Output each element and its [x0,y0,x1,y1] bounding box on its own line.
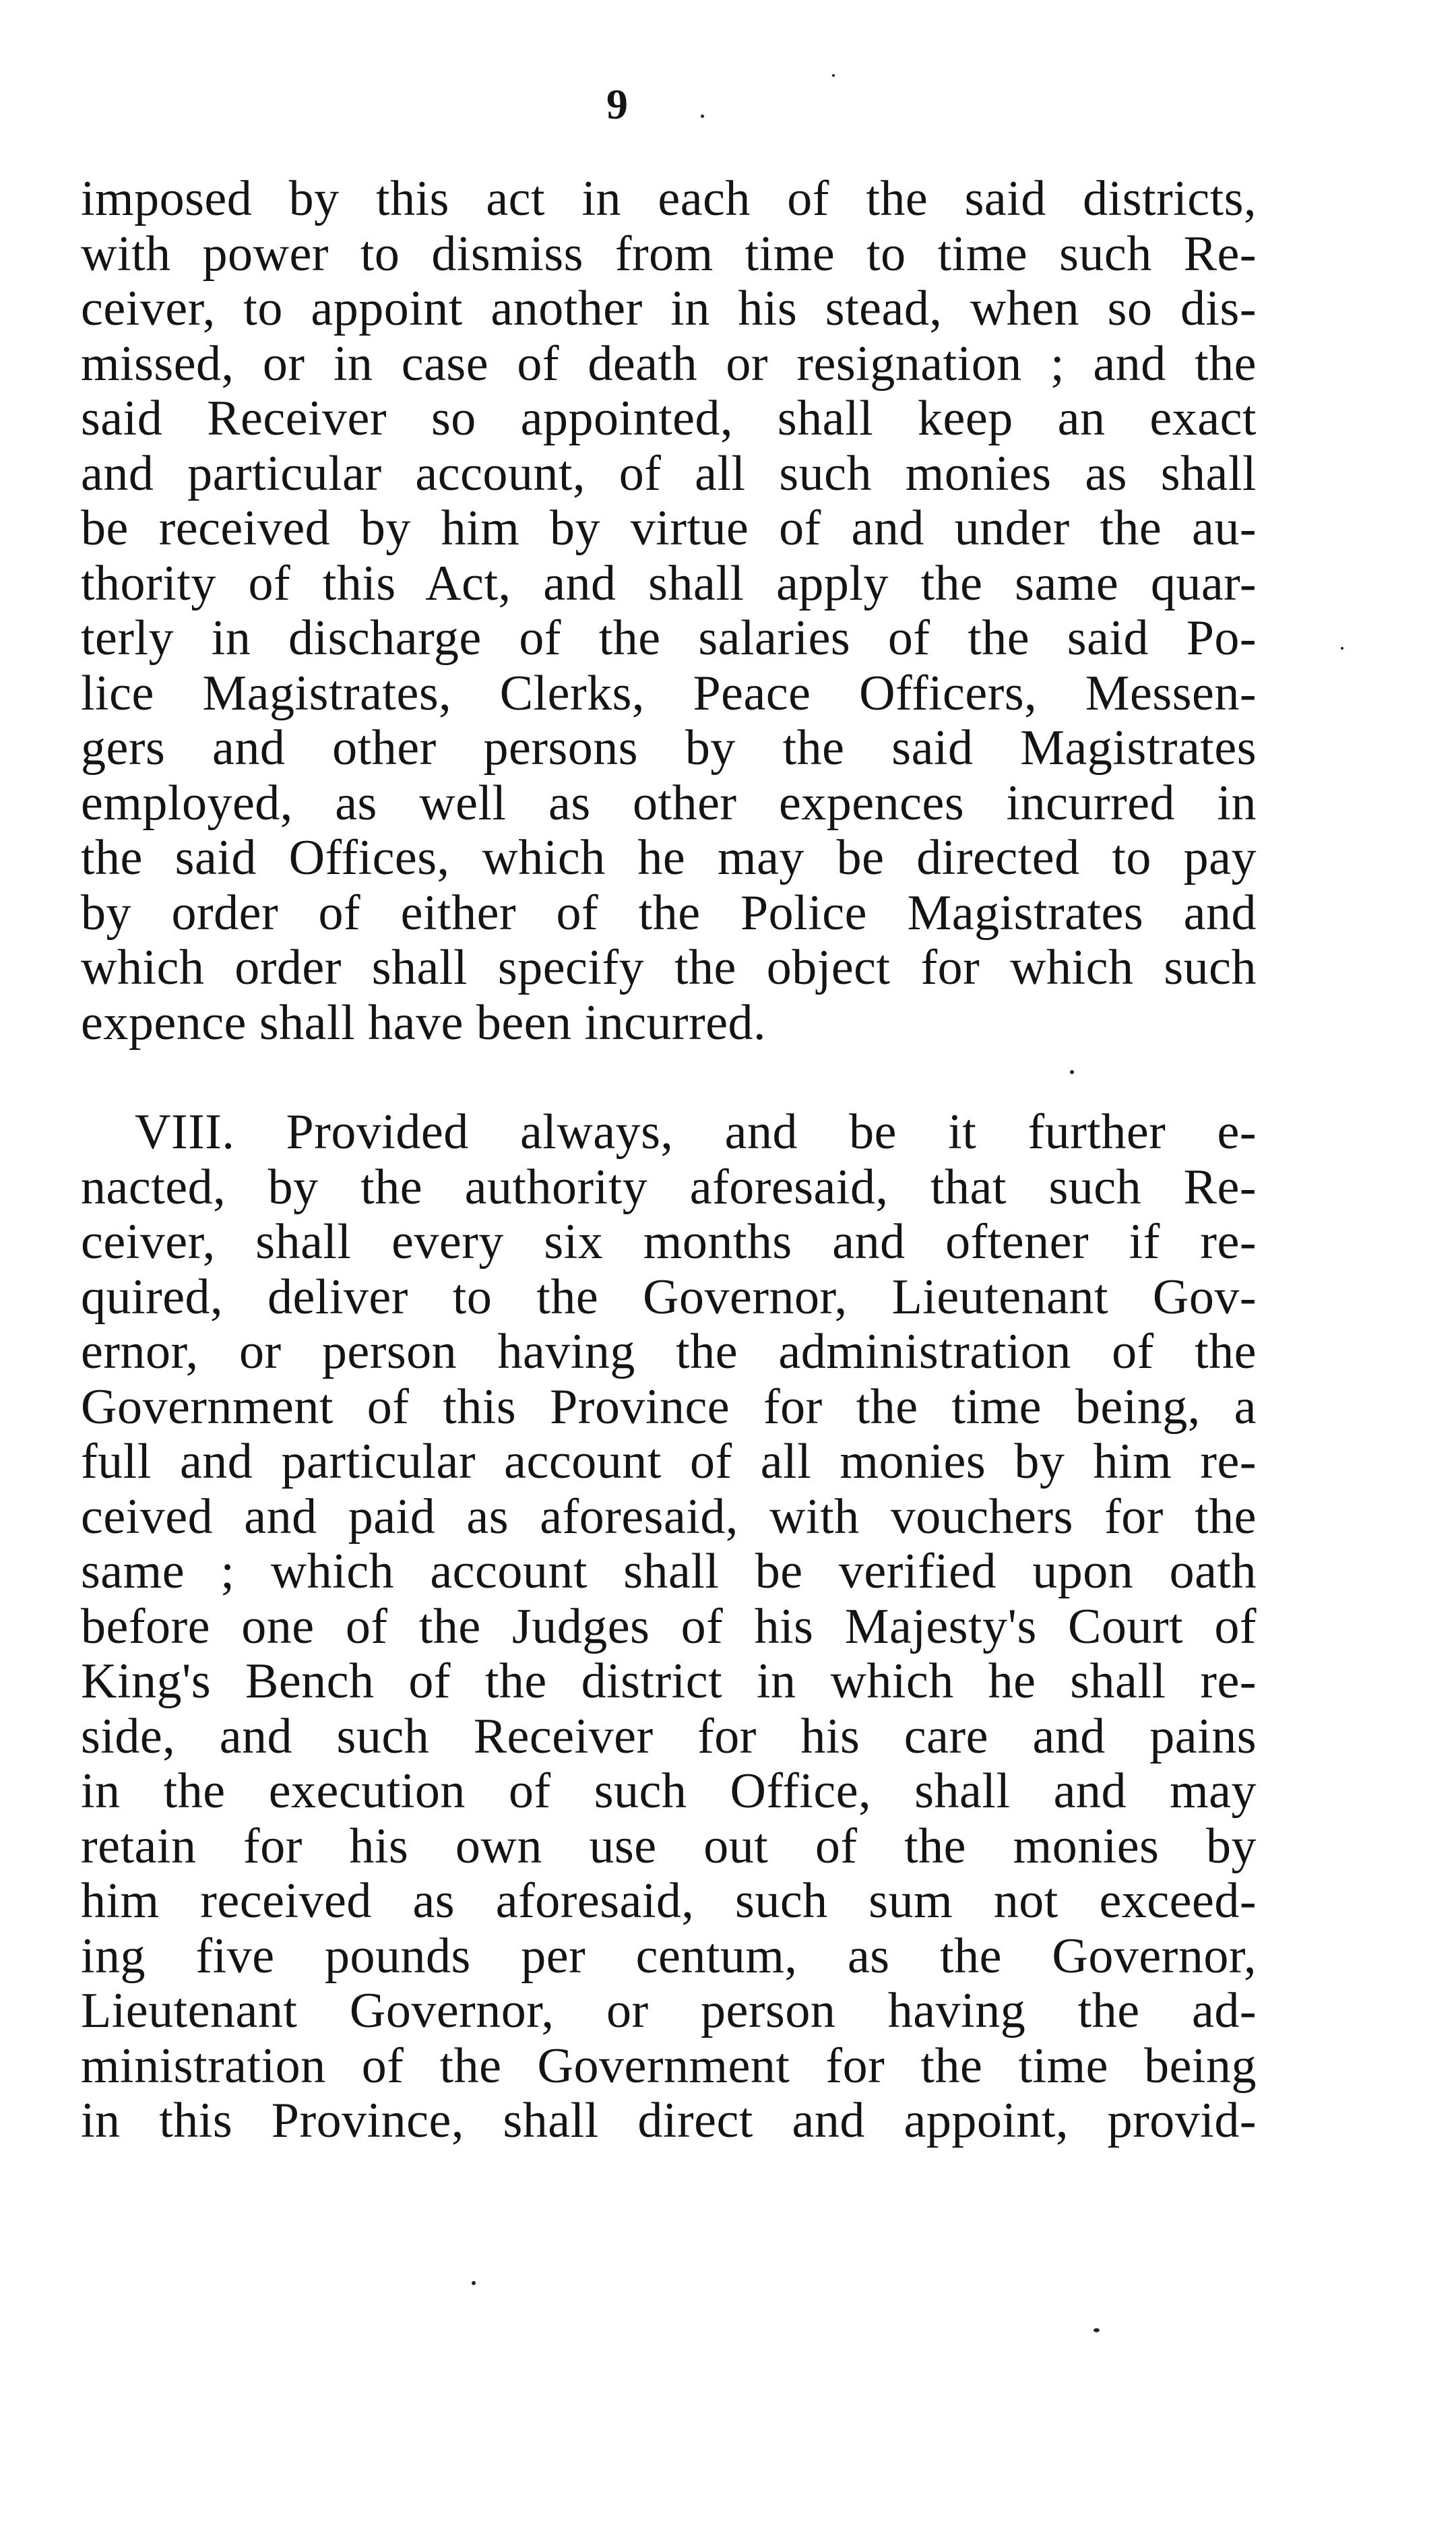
text-line: which order shall specify the object for which such [81,940,1257,995]
scan-speck [701,115,704,118]
scan-speck [832,74,835,77]
text-line: by order of either of the Police Magistrates and [81,885,1257,941]
scan-speck [1070,1070,1074,1074]
text-line: imposed by this act in each of the said districts, [81,171,1257,226]
text-line: Government of this Province for the time being, a [81,1379,1257,1435]
text-line: expence shall have been incurred. [81,995,767,1051]
text-line: ernor, or person having the administration of the [81,1324,1257,1379]
page-number: 9 [606,80,628,128]
text-line: him received as aforesaid, such sum not exceed- [81,1873,1257,1929]
scan-speck [1341,647,1343,650]
text-line: same ; which account shall be verified upon oath [81,1544,1257,1599]
text-line: with power to dismiss from time to time such Re- [81,226,1257,282]
text-line: quired, deliver to the Governor, Lieutenant Gov- [81,1269,1257,1325]
text-line: ing five pounds per centum, as the Governor, [81,1928,1257,1984]
text-line: in the execution of such Office, shall and may [81,1764,1257,1819]
paragraph-2 [81,1105,1257,2149]
text-line: employed, as well as other expences incurred in [81,775,1257,831]
text-line: missed, or in case of death or resignation ; and the [81,336,1257,392]
text-line: lice Magistrates, Clerks, Peace Officers, Messen- [81,665,1257,721]
text-line: full and particular account of all monies by him re- [81,1434,1257,1489]
text-line: in this Province, shall direct and appoint, provid- [81,2093,1257,2148]
text-line: side, and such Receiver for his care and pains [81,1708,1257,1764]
text-line: gers and other persons by the said Magistrates [81,720,1257,776]
text-line: King's Bench of the district in which he shall re- [81,1654,1257,1709]
text-line: ministration of the Government for the time being [81,2038,1257,2094]
text-line: VIII. Provided always, and be it further e- [135,1104,1257,1160]
text-line: before one of the Judges of his Majesty's Court of [81,1598,1257,1654]
text-line: retain for his own use out of the monies by [81,1818,1257,1874]
text-line: nacted, by the authority aforesaid, that such Re- [81,1159,1257,1215]
text-line: the said Offices, which he may be directed to pay [81,830,1257,885]
scan-speck [472,2281,476,2285]
text-line: said Receiver so appointed, shall keep an exact [81,391,1257,446]
text-line: Lieutenant Governor, or person having the ad- [81,1983,1257,2038]
text-line: ceived and paid as aforesaid, with vouchers for the [81,1489,1257,1545]
text-line: thority of this Act, and shall apply the same quar- [81,555,1257,611]
scan-speck [1094,2328,1100,2332]
text-line: and particular account, of all such monies as shall [81,445,1257,501]
paragraph-1 [81,172,1257,1051]
text-line: terly in discharge of the salaries of the said Po- [81,611,1257,666]
text-line: ceiver, shall every six months and oftener if re- [81,1214,1257,1270]
text-line: ceiver, to appoint another in his stead, when so dis- [81,281,1257,336]
text-line: be received by him by virtue of and under the au- [81,501,1257,556]
